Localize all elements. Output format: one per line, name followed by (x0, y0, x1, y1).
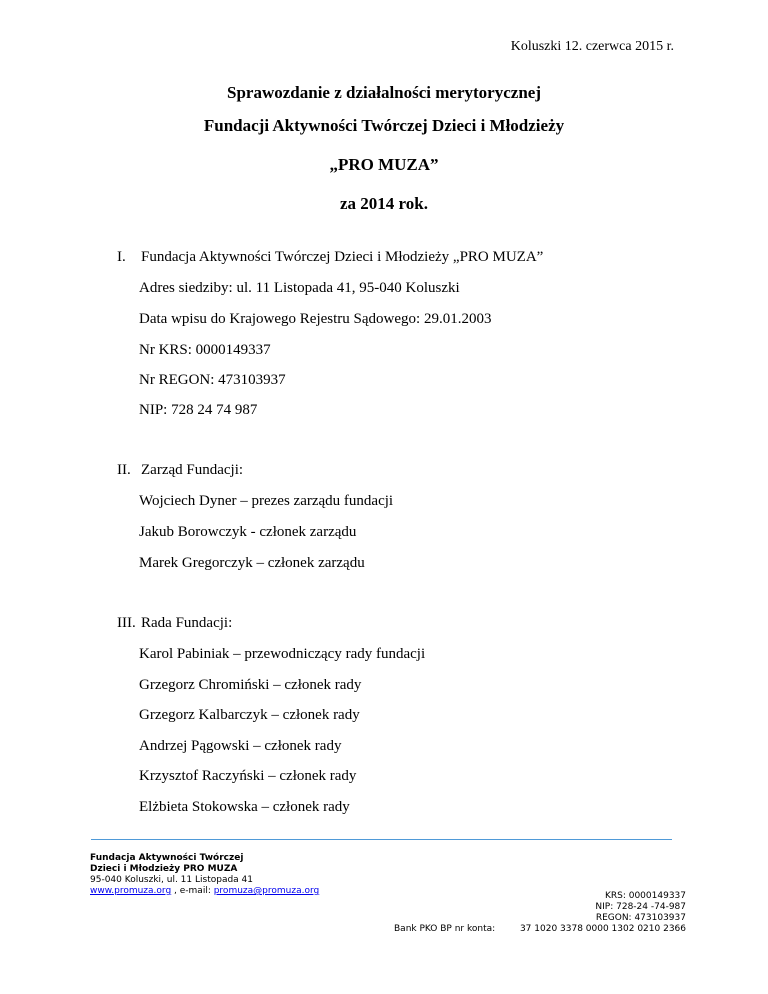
website-link[interactable]: www.promuza.org (90, 886, 172, 896)
section-2-heading (117, 462, 243, 479)
section-2-item: Jakub Borowczyk - członek zarządu (139, 524, 357, 540)
section-1-item: Nr KRS: 0000149337 (139, 342, 271, 358)
footer-regon: REGON: 473103937 (595, 913, 686, 923)
section-3-item: Elżbieta Stokowska – członek rady (139, 799, 350, 815)
section-3-number: III. (117, 615, 136, 631)
section-2-number: II. (117, 462, 131, 478)
section-3-item: Grzegorz Chromiński – członek rady (139, 677, 362, 693)
section-3-heading (117, 615, 232, 632)
footer-organization (90, 853, 319, 897)
title-line-1: Sprawozdanie z działalności merytorycznej (227, 83, 541, 102)
footer-bank-label: Bank PKO BP nr konta: (394, 924, 496, 934)
footer-bank-account: 37 1020 3378 0000 1302 0210 2366 (519, 924, 686, 934)
section-2-title: Zarząd Fundacji: (141, 462, 244, 478)
section-1-number: I. (117, 249, 126, 265)
section-3-item: Krzysztof Raczyński – członek rady (139, 768, 357, 784)
section-2-item: Wojciech Dyner – prezes zarządu fundacji (139, 493, 394, 509)
section-3-item: Andrzej Pągowski – członek rady (139, 738, 342, 754)
title-line-2: Fundacji Aktywności Twórczej Dzieci i Młodzieży (203, 116, 565, 135)
email-link[interactable]: promuza@promuza.org (213, 886, 320, 896)
section-1-heading (117, 249, 543, 266)
footer-contact (90, 886, 319, 897)
footer-krs: KRS: 0000149337 (604, 891, 686, 901)
section-3-title: Rada Fundacji: (141, 615, 233, 631)
section-1-item: Adres siedziby: ul. 11 Listopada 41, 95-040 Koluszki (139, 280, 460, 296)
section-2-item: Marek Gregorczyk – członek zarządu (139, 555, 365, 571)
footer-org-name-2: Dzieci i Młodzieży PRO MUZA (90, 864, 238, 874)
document-date: Koluszki 12. czerwca 2015 r. (510, 39, 674, 54)
section-1-item: Nr REGON: 473103937 (139, 372, 286, 388)
footer-divider (91, 839, 672, 840)
section-1-item: Data wpisu do Krajowego Rejestru Sądowego: 29.01.2003 (139, 311, 492, 327)
footer-registration (520, 891, 686, 935)
title-line-3: „PRO MUZA” (329, 155, 439, 174)
section-3-item: Karol Pabiniak – przewodniczący rady fundacji (139, 646, 426, 662)
title-line-4: za 2014 rok. (340, 194, 428, 213)
footer-org-name-1: Fundacja Aktywności Twórczej (90, 853, 244, 863)
section-1-title: Fundacja Aktywności Twórczej Dzieci i Młodzieży „PRO MUZA” (141, 249, 544, 265)
section-1-item: NIP: 728 24 74 987 (139, 402, 258, 418)
footer-nip: NIP: 728-24 -74-987 (595, 902, 686, 912)
section-3-item: Grzegorz Kalbarczyk – członek rady (139, 707, 360, 723)
footer-address: 95-040 Koluszki, ul. 11 Listopada 41 (90, 875, 253, 885)
email-prefix: , e-mail: (171, 886, 214, 896)
